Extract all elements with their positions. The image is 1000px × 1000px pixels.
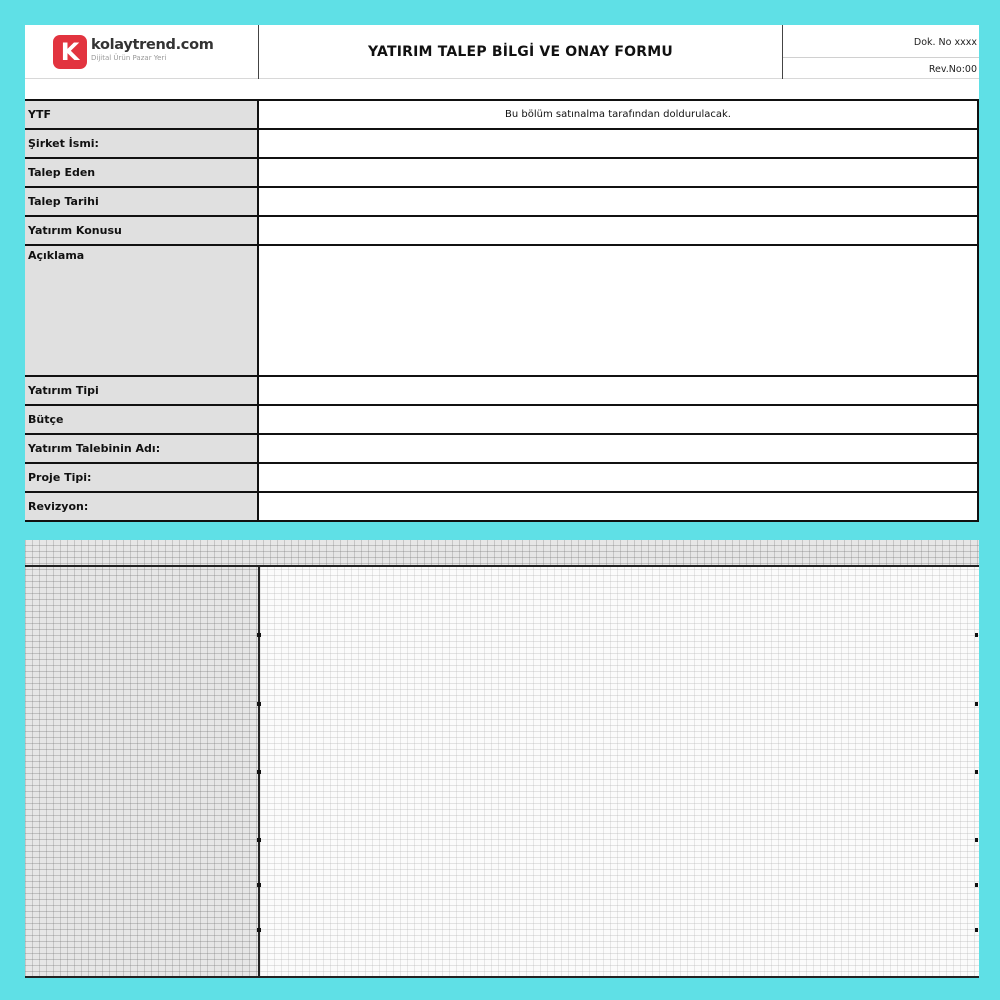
embossed-bottom-border	[25, 976, 979, 978]
form-row-investment-subject	[25, 217, 979, 246]
form-row-project-type	[25, 464, 979, 493]
form-row-revision	[25, 493, 979, 522]
row-value-field[interactable]: Bu bölüm satınalma tarafından doldurulacak.	[259, 101, 979, 128]
row-value-field[interactable]	[259, 188, 979, 215]
row-marker	[257, 702, 261, 706]
row-label: Yatırım Konusu	[25, 217, 259, 244]
form-row-request-name	[25, 435, 979, 464]
row-label: Bütçe	[25, 406, 259, 433]
embossed-value-area	[260, 567, 979, 978]
row-label: Yatırım Tipi	[25, 377, 259, 404]
doc-info-cell	[783, 25, 979, 79]
row-marker	[257, 838, 261, 842]
row-label: Proje Tipi:	[25, 464, 259, 491]
row-label: Şirket İsmi:	[25, 130, 259, 157]
row-marker	[975, 883, 978, 887]
form-row-request-date	[25, 188, 979, 217]
row-label: Talep Tarihi	[25, 188, 259, 215]
form-row-investment-type	[25, 377, 979, 406]
row-marker	[257, 883, 261, 887]
form-row-budget	[25, 406, 979, 435]
row-value-field[interactable]	[259, 464, 979, 491]
row-value-field[interactable]	[259, 246, 979, 375]
form-table	[25, 99, 979, 520]
embossed-preview-panel	[25, 540, 979, 978]
row-label: Açıklama	[25, 246, 259, 375]
kolaytrend-logo-icon	[53, 35, 87, 69]
row-value-field[interactable]	[259, 493, 979, 520]
row-marker	[975, 928, 978, 932]
form-row-company	[25, 130, 979, 159]
form-row-description	[25, 246, 979, 377]
form-row-requester	[25, 159, 979, 188]
form-sheet	[25, 25, 979, 520]
embossed-label-column	[25, 567, 260, 978]
logo-letter: K	[60, 38, 80, 66]
row-label: Yatırım Talebinin Adı:	[25, 435, 259, 462]
row-label: Talep Eden	[25, 159, 259, 186]
row-marker	[975, 838, 978, 842]
row-value-field[interactable]	[259, 377, 979, 404]
row-value-field[interactable]	[259, 435, 979, 462]
row-marker	[257, 928, 261, 932]
title-cell	[259, 25, 783, 79]
form-header	[25, 25, 979, 79]
row-marker	[257, 633, 261, 637]
row-value-field[interactable]	[259, 217, 979, 244]
document-number: Dok. No xxxx	[913, 37, 977, 48]
row-value-field[interactable]	[259, 159, 979, 186]
logo-name: kolaytrend.com	[91, 37, 214, 53]
logo-tagline: Dijital Ürün Pazar Yeri	[91, 54, 167, 62]
row-marker	[975, 702, 978, 706]
row-marker	[975, 633, 978, 637]
doc-divider	[783, 57, 979, 58]
logo-cell	[25, 25, 259, 79]
row-value-field[interactable]	[259, 130, 979, 157]
revision-number: Rev.No:00	[928, 64, 977, 75]
row-label: YTF	[25, 101, 259, 128]
row-value-field[interactable]	[259, 406, 979, 433]
form-row-ytf	[25, 101, 979, 130]
row-marker	[257, 770, 261, 774]
row-marker	[975, 770, 978, 774]
row-label: Revizyon:	[25, 493, 259, 520]
embossed-header-bar	[25, 540, 979, 567]
form-title: YATIRIM TALEP BİLGİ VE ONAY FORMU	[368, 44, 673, 60]
